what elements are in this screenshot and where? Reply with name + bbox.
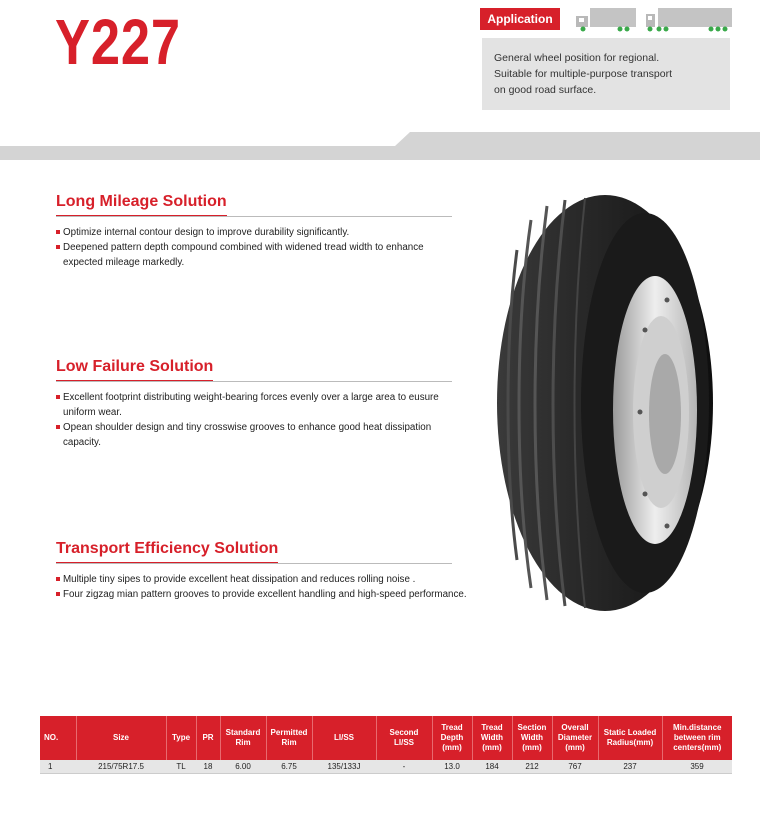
application-description: General wheel position for regional. Suitable for multiple-purpose transport on good road surface. [494,52,673,96]
bullet-item: Deepened pattern depth compound combined with widened tread width to enhance expected mileage markedly. [56,240,456,270]
table-cell: 135/133J [312,760,376,773]
tire-image [495,190,715,620]
bullet-item: Four zigzag mian pattern grooves to provide excellent handling and high-speed performance. [56,587,476,602]
bullet-item: Excellent footprint distributing weight-bearing forces evenly over a large area to eusure uniform wear. [56,390,456,420]
col-header: Standard Rim [220,716,266,760]
application-description-box [482,38,730,110]
col-header: Min.distance between rim centers(mm) [662,716,732,760]
bullet-list [56,225,456,270]
section-title: Long Mileage Solution [56,193,227,217]
table-cell: 215/75R17.5 [76,760,166,773]
table-cell: 237 [598,760,662,773]
table-cell: 6.00 [220,760,266,773]
col-header: Tread Width (mm) [472,716,512,760]
col-header: Type [166,716,196,760]
section-transport-efficiency [56,540,476,602]
section-low-failure [56,358,456,450]
bullet-item: Opean shoulder design and tiny crosswise grooves to enhance good heat dissipation capacity. [56,420,456,450]
section-divider [56,563,452,564]
table-cell: TL [166,760,196,773]
section-long-mileage [56,193,456,270]
bullet-item: Optimize internal contour design to improve durability significantly. [56,225,456,240]
col-header: Section Width (mm) [512,716,552,760]
table-cell: 184 [472,760,512,773]
table-cell: 359 [662,760,732,773]
bullet-list [56,572,476,602]
table-bottom-rule [40,773,732,774]
col-header: LI/SS [312,716,376,760]
bullet-item: Multiple tiny sipes to provide excellent heat dissipation and reduces rolling noise . [56,572,476,587]
section-title: Low Failure Solution [56,358,213,382]
header-divider-band [0,132,760,160]
table-cell: - [376,760,432,773]
truck-icon [576,6,638,34]
col-header: Tread Depth (mm) [432,716,472,760]
col-header: NO. [40,716,76,760]
col-header: Second LI/SS [376,716,432,760]
section-divider [56,381,452,382]
table-cell: 6.75 [266,760,312,773]
application-label: Application [480,8,560,30]
section-title: Transport Efficiency Solution [56,540,278,564]
col-header: Permitted Rim [266,716,312,760]
table-cell: 18 [196,760,220,773]
model-title: Y227 [55,6,181,78]
col-header: PR [196,716,220,760]
section-divider [56,216,452,217]
spec-table [40,716,732,773]
trailer-truck-icon [644,6,734,34]
table-cell: 767 [552,760,598,773]
table-cell: 13.0 [432,760,472,773]
table-row [40,760,732,773]
bullet-list [56,390,456,450]
col-header: Overall Diameter (mm) [552,716,598,760]
table-cell: 1 [40,760,76,773]
table-header-row [40,716,732,760]
col-header: Size [76,716,166,760]
table-cell: 212 [512,760,552,773]
col-header: Static Loaded Radius(mm) [598,716,662,760]
